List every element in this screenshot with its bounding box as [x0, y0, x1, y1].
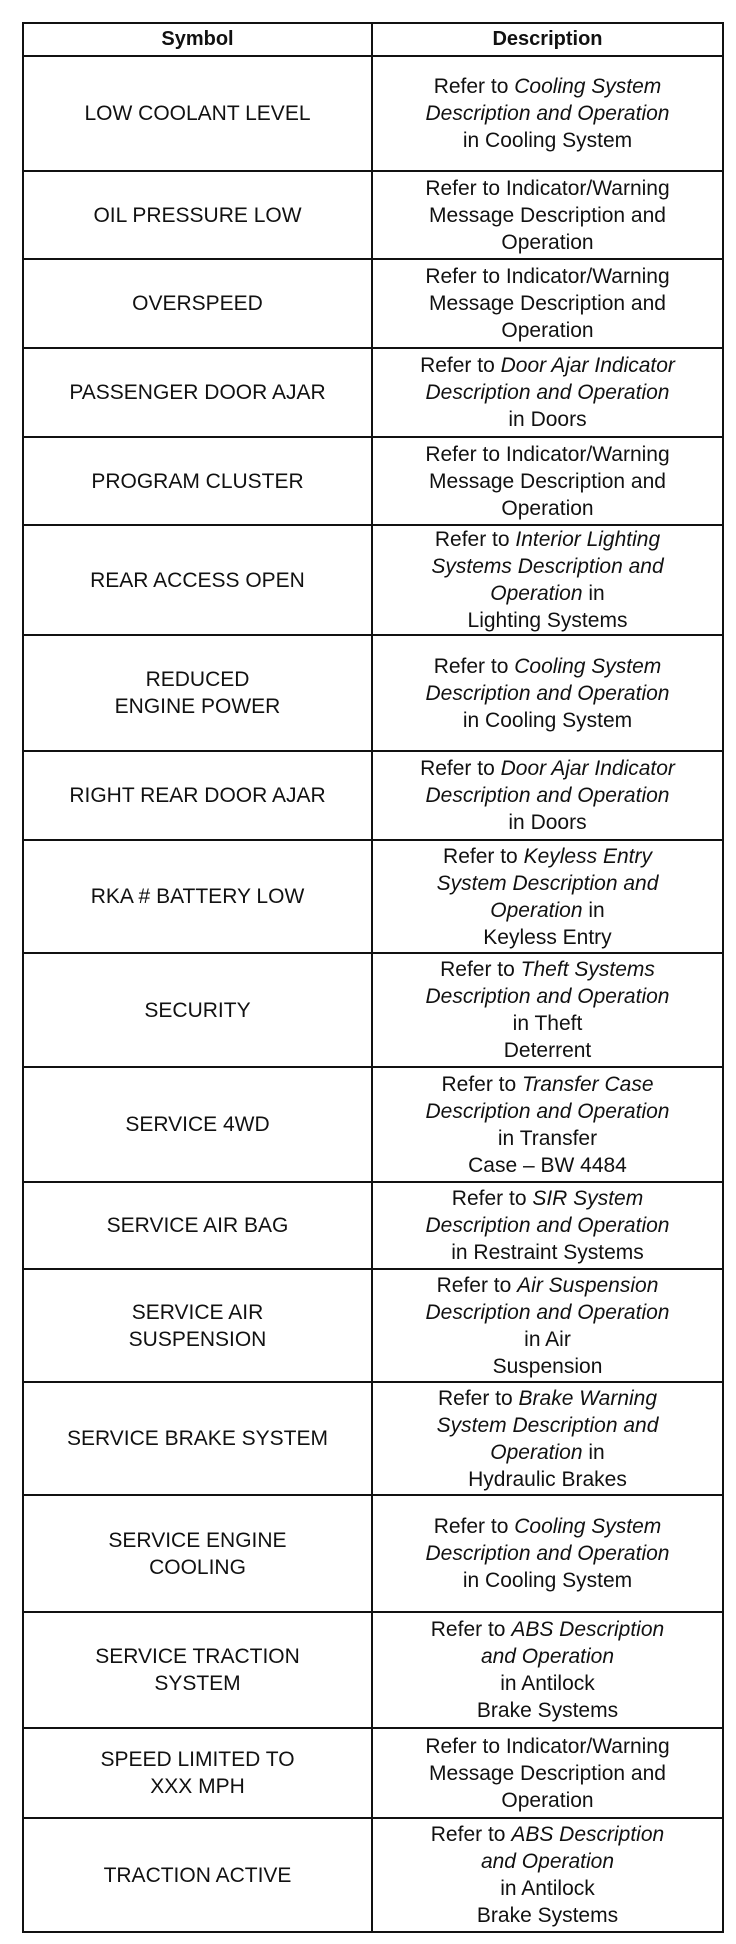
description-cell	[372, 1269, 723, 1382]
symbol-text: ENGINE POWER	[114, 695, 281, 718]
header-row	[23, 23, 723, 56]
description-line	[377, 1412, 718, 1439]
description-text: Refer to	[451, 1187, 533, 1210]
description-line	[377, 290, 718, 317]
reference-title: Description and Operation	[425, 102, 670, 125]
description-line	[377, 495, 718, 522]
reference-title: Description and Operation	[425, 784, 670, 807]
reference-title: Cooling System	[514, 654, 662, 678]
symbol-text: TRACTION ACTIVE	[103, 1863, 292, 1887]
reference-title: Brake Warning	[518, 1386, 658, 1410]
reference-title: System Description and	[436, 1413, 659, 1437]
description-text: in Cooling System	[462, 129, 633, 152]
symbol-cell	[23, 56, 372, 171]
description-line	[377, 1760, 718, 1787]
description-text: in Cooling System	[462, 708, 633, 732]
reference-title: SIR System	[532, 1187, 644, 1210]
description-line	[377, 1071, 718, 1098]
description-text: Refer to	[443, 844, 524, 868]
description-line	[377, 983, 718, 1010]
description-line	[377, 1466, 718, 1493]
reference-title: and Operation	[480, 1645, 615, 1668]
description-line	[377, 1272, 718, 1299]
description-text: Refer to	[437, 1386, 519, 1410]
description-line	[377, 127, 718, 154]
description-cell	[372, 840, 723, 953]
symbol-text: SERVICE ENGINE	[108, 1528, 287, 1552]
description-text: in Theft	[512, 1012, 583, 1035]
description-text: Refer to	[440, 958, 521, 981]
description-line	[377, 897, 718, 924]
description-line	[377, 1567, 718, 1594]
table-row	[23, 525, 723, 635]
description-cell	[372, 1182, 723, 1269]
description-line	[377, 1439, 718, 1466]
description-cell	[372, 1728, 723, 1818]
description-text: in Transfer	[497, 1126, 598, 1150]
table-row	[23, 840, 723, 953]
reference-title: Systems Description and	[431, 555, 664, 578]
description-line	[377, 1697, 718, 1724]
description-line	[377, 100, 718, 127]
reference-title: System Description and	[436, 871, 659, 895]
description-cell	[372, 635, 723, 751]
description-cell	[372, 171, 723, 259]
description-text: Hydraulic Brakes	[468, 1467, 627, 1491]
symbol-text: XXX MPH	[150, 1775, 245, 1798]
symbol-cell	[23, 1067, 372, 1182]
description-text: in Restraint Systems	[451, 1241, 644, 1264]
description-line	[377, 1098, 718, 1125]
symbol-text: SECURITY	[144, 998, 251, 1022]
description-line	[377, 553, 718, 580]
symbol-cell	[23, 437, 372, 525]
symbol-text: PASSENGER DOOR AJAR	[69, 381, 326, 404]
description-text: Brake Systems	[476, 1904, 619, 1927]
symbol-cell	[23, 348, 372, 437]
symbol-text: COOLING	[149, 1555, 246, 1579]
description-cell	[372, 953, 723, 1067]
description-line	[377, 1670, 718, 1697]
reference-title: Cooling System	[514, 75, 662, 98]
description-text: in	[582, 898, 605, 922]
description-cell	[372, 525, 723, 635]
symbol-text: RIGHT REAR DOOR AJAR	[69, 784, 326, 807]
description-text: Refer to	[433, 1515, 515, 1538]
description-line	[377, 1010, 718, 1037]
reference-title: Description and Operation	[425, 1542, 670, 1565]
table-row	[23, 1067, 723, 1182]
symbol-cell	[23, 953, 372, 1067]
symbol-cell	[23, 635, 372, 751]
description-line	[377, 1787, 718, 1814]
symbol-text: SPEED LIMITED TO	[100, 1748, 295, 1771]
table-row	[23, 1382, 723, 1495]
description-line	[377, 202, 718, 229]
description-cell	[372, 348, 723, 437]
description-line	[377, 755, 718, 782]
description-text: Brake Systems	[476, 1699, 619, 1722]
description-text: Refer to Indicator/Warning	[425, 176, 670, 200]
symbol-cell	[23, 525, 372, 635]
description-line	[377, 924, 718, 951]
symbol-cell	[23, 1728, 372, 1818]
symbol-text: RKA # BATTERY LOW	[90, 885, 305, 908]
description-line	[377, 653, 718, 680]
table-row	[23, 1612, 723, 1728]
symbol-text: REAR ACCESS OPEN	[90, 568, 305, 592]
description-text: Refer to	[434, 528, 516, 551]
description-cell	[372, 1382, 723, 1495]
description-text: Refer to	[436, 1273, 518, 1297]
description-cell	[372, 1067, 723, 1182]
description-cell	[372, 56, 723, 171]
table-row	[23, 953, 723, 1067]
description-text: Message Description and	[429, 469, 666, 493]
description-text: Message Description and	[429, 292, 666, 315]
description-cell	[372, 437, 723, 525]
description-line	[377, 1821, 718, 1848]
symbol-text: PROGRAM CLUSTER	[91, 469, 304, 493]
description-line	[377, 1540, 718, 1567]
symbol-cell	[23, 171, 372, 259]
description-line	[377, 809, 718, 836]
reference-title: ABS Description	[511, 1618, 665, 1641]
description-cell	[372, 259, 723, 348]
reference-title: Interior Lighting	[515, 528, 661, 551]
description-line	[377, 352, 718, 379]
reference-title: and Operation	[480, 1850, 615, 1873]
table-row	[23, 259, 723, 348]
description-text: Refer to Indicator/Warning	[425, 265, 670, 288]
description-line	[377, 1185, 718, 1212]
description-line	[377, 956, 718, 983]
reference-title: Theft Systems	[520, 958, 655, 981]
description-text: in	[582, 1440, 605, 1464]
table-row	[23, 56, 723, 171]
symbol-text: SERVICE AIR BAG	[106, 1214, 289, 1237]
table-row	[23, 751, 723, 840]
table-row	[23, 437, 723, 525]
description-text: in Doors	[508, 408, 587, 431]
description-text: in Antilock	[500, 1672, 595, 1695]
reference-title: Description and Operation	[425, 1099, 670, 1123]
description-line	[377, 468, 718, 495]
description-line	[377, 1733, 718, 1760]
reference-title: Description and Operation	[425, 681, 670, 705]
reference-title: Cooling System	[514, 1515, 662, 1538]
symbol-cell	[23, 259, 372, 348]
description-text: Suspension	[492, 1354, 603, 1378]
description-line	[377, 1616, 718, 1643]
description-line	[377, 1902, 718, 1929]
symbol-text: SYSTEM	[154, 1672, 241, 1695]
description-line	[377, 1125, 718, 1152]
reference-title: Keyless Entry	[523, 844, 652, 868]
symbol-cell	[23, 1612, 372, 1728]
reference-title: Operation	[490, 898, 583, 922]
description-line	[377, 1513, 718, 1540]
table-row	[23, 171, 723, 259]
description-text: Refer to	[433, 654, 515, 678]
reference-title: Door Ajar Indicator	[500, 757, 675, 780]
description-text: Case – BW 4484	[468, 1153, 627, 1177]
reference-title: Description and Operation	[425, 381, 670, 404]
description-text: in	[582, 582, 605, 605]
description-text: Refer to	[420, 354, 501, 377]
reference-title: Transfer Case	[522, 1072, 654, 1096]
description-line	[377, 175, 718, 202]
description-line	[377, 870, 718, 897]
symbol-text: OIL PRESSURE LOW	[93, 203, 302, 227]
reference-title: Operation	[490, 582, 583, 605]
reference-title: ABS Description	[511, 1823, 665, 1846]
description-line	[377, 441, 718, 468]
symbol-cell	[23, 1269, 372, 1382]
description-text: Operation	[501, 1788, 594, 1812]
description-text: Keyless Entry	[483, 925, 612, 949]
symbol-cell	[23, 1382, 372, 1495]
symbol-cell	[23, 840, 372, 953]
description-line	[377, 680, 718, 707]
description-line	[377, 379, 718, 406]
table-row	[23, 348, 723, 437]
description-line	[377, 1875, 718, 1902]
description-line	[377, 707, 718, 734]
description-cell	[372, 1818, 723, 1932]
table-row	[23, 1818, 723, 1932]
description-line	[377, 782, 718, 809]
description-text: Refer to	[433, 75, 515, 98]
description-line	[377, 406, 718, 433]
description-text: in Doors	[508, 811, 587, 834]
description-line	[377, 317, 718, 344]
reference-title: Air Suspension	[517, 1273, 659, 1297]
description-text: Operation	[501, 319, 594, 342]
warning-message-table	[22, 22, 724, 1933]
description-text: Operation	[501, 496, 594, 520]
description-text: Lighting Systems	[467, 609, 628, 632]
description-line	[377, 1643, 718, 1670]
table-row	[23, 1495, 723, 1612]
description-cell	[372, 1612, 723, 1728]
symbol-cell	[23, 1495, 372, 1612]
description-text: Message Description and	[429, 1761, 666, 1785]
symbol-text: SUSPENSION	[128, 1327, 267, 1351]
description-column-header: Description	[372, 23, 723, 56]
table-body	[23, 56, 723, 1932]
symbol-text: LOW COOLANT LEVEL	[84, 102, 311, 125]
symbol-text: SERVICE AIR	[131, 1300, 264, 1324]
table-row	[23, 1728, 723, 1818]
symbol-cell	[23, 1182, 372, 1269]
description-line	[377, 229, 718, 256]
description-line	[377, 526, 718, 553]
symbol-text: SERVICE BRAKE SYSTEM	[66, 1427, 329, 1450]
description-line	[377, 1326, 718, 1353]
reference-title: Operation	[490, 1440, 583, 1464]
description-line	[377, 843, 718, 870]
description-cell	[372, 1495, 723, 1612]
description-line	[377, 580, 718, 607]
description-text: in Antilock	[500, 1877, 595, 1900]
description-text: in Cooling System	[462, 1569, 633, 1592]
symbol-cell	[23, 1818, 372, 1932]
symbol-cell	[23, 751, 372, 840]
description-line	[377, 1848, 718, 1875]
symbol-column-header: Symbol	[23, 23, 372, 56]
description-line	[377, 1152, 718, 1179]
description-cell	[372, 751, 723, 840]
table-row	[23, 1269, 723, 1382]
description-line	[377, 1385, 718, 1412]
description-text: Refer to	[430, 1823, 512, 1846]
symbol-text: OVERSPEED	[132, 292, 263, 315]
table-row	[23, 635, 723, 751]
reference-title: Door Ajar Indicator	[500, 354, 675, 377]
description-text: Refer to	[441, 1072, 523, 1096]
description-text: Deterrent	[503, 1039, 592, 1062]
symbol-text: SERVICE 4WD	[125, 1113, 270, 1136]
description-text: Operation	[501, 230, 594, 254]
description-line	[377, 73, 718, 100]
symbol-text: REDUCED	[145, 668, 250, 691]
description-text: Message Description and	[429, 203, 666, 227]
description-line	[377, 263, 718, 290]
description-text: in Air	[524, 1327, 571, 1351]
reference-title: Description and Operation	[425, 985, 670, 1008]
description-line	[377, 607, 718, 634]
description-line	[377, 1353, 718, 1380]
description-line	[377, 1212, 718, 1239]
symbol-text: SERVICE TRACTION	[95, 1645, 300, 1668]
description-line	[377, 1037, 718, 1064]
description-text: Refer to Indicator/Warning	[425, 442, 670, 466]
description-text: Refer to	[420, 757, 501, 780]
table-row	[23, 1182, 723, 1269]
description-line	[377, 1239, 718, 1266]
description-line	[377, 1299, 718, 1326]
description-text: Refer to	[430, 1618, 512, 1641]
description-text: Refer to Indicator/Warning	[425, 1734, 670, 1758]
reference-title: Description and Operation	[425, 1214, 670, 1237]
reference-title: Description and Operation	[425, 1300, 670, 1324]
